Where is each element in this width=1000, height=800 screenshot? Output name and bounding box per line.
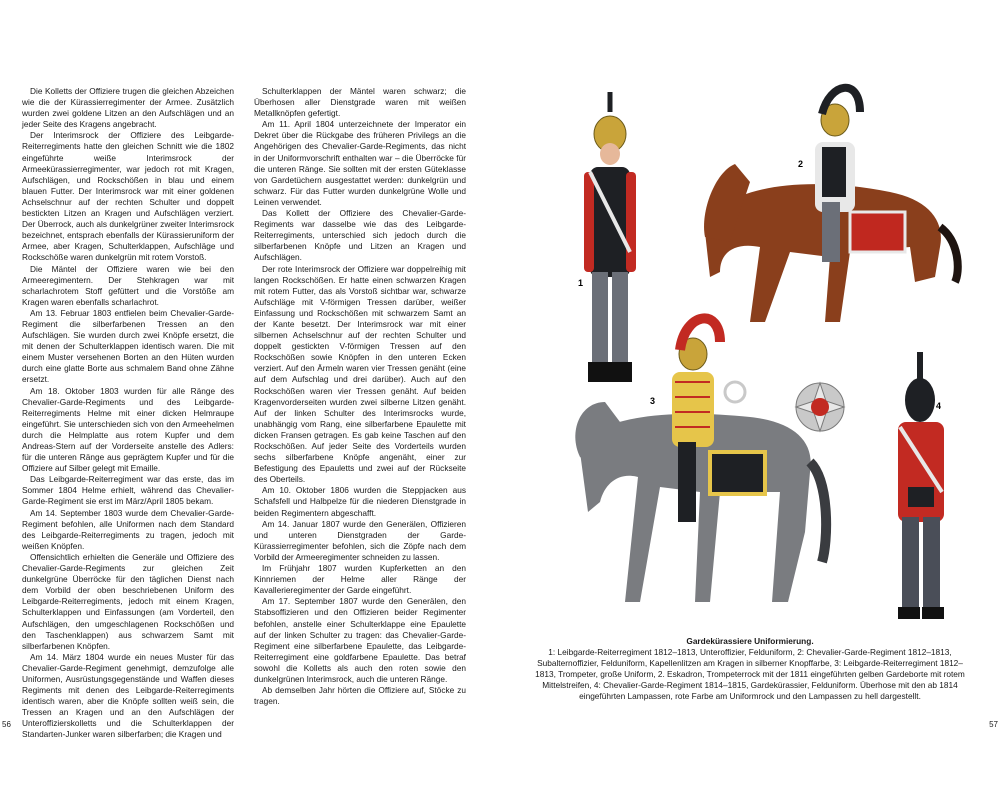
figure-label-3: 3 (650, 396, 656, 406)
paragraph: Der Interimsrock der Offiziere des Leibgarde-Reiterregiments hatte den gleichen Schnitt wie die 1802 eingeführte weiße Interimsrock der Armeekürassierregimenter, war jedoch rot mit Kragen, Aufschlägen, und Rockschößen in blau und einem blauen Futter. Der Interimsrock war mit einer goldenen Achselschnur auf der rechten Schulter und doppelt bestickten Litzen an Kragen und Aufschlägen verziert. Der Überrock, auch als dunkelgrüner zweiter Interimsrock bezeichnet, entsprach ebenfalls der Kürassieruniform der Armee, aber Kragen, Schulterklappen, Aufschläge und Rockschöße waren dunkelgrün mit rotem Vorstoß. (22, 130, 234, 263)
paragraph: Der rote Interimsrock der Offiziere war doppelreihig mit langen Rockschößen. Er hatte einen schwarzen Kragen mit rotem Futter, das als Vorstoß sichtbar war, schwarze Aufschläge mit V-förmigen Tressen darüber, weißer Einfassung und Rockschößen mit schwarzem Samt an der Kante besetzt. Der Interimsrock war mit einer silbernen Achselschnur auf der rechten Schulter und doppelt gestickten V-förmigen Tressen auf den Rockschößen sowie Knöpfen in den unteren Ecken verziert. Auf den Ärmeln waren vier Tressen genäht (eine auf dem Aufschlag und drei darüber). Auch auf den Rockschößen waren vier Tressen genäht. Auf beiden Kragenvorderseiten wurden zwei silberne Litzen genäht. Auf der linken Schulter des Interimsrocks wurde, unabhängig vom Rang, eine silberfarbene Epaulette mit dicken Fransen getragen. Es gab keine Taschen auf den Rockschößen. Auf jeder Seite des Vorderteils wurden sechs silberfarbene Knöpfe angenäht, einer zur Befestigung des Epauletts und zwei auf der Rückseite des Oberteils. (254, 263, 466, 485)
paragraph: Offensichtlich erhielten die Generäle und Offiziere des Chevalier-Garde-Regiments zur gleichen Zeit dunkelgrüne Überröcke für den täglichen Dienst nach dem Vorbild der oben beschriebenen Uniform des Leibgarde-Reiterregiments, jedoch mit einem Kragen, Schulterklappen und Einfassungen (am Vorderteil, den Aufschlägen, den umgeschlagenen Rockschößen und den Taschenklappen) aus schwarzem Samt mit silberfarbenen Knöpfen. (22, 551, 234, 651)
paragraph: Am 14. März 1804 wurde ein neues Muster für das Chevalier-Garde-Regiment genehmigt, demzufolge alle Uniformen, Ausrüstungsgegenstände und Waffen dieses Regiments mit denen des Leibgarde-Reiterregiments identisch waren, aber die Knöpfe sollten weiß sein, die Tressen an Kragen und an den Aufschlägen der Unteroffizierskolletts und die Schulterklappen der Standarten-Junker waren silberfarben; die Kragen und (22, 651, 234, 740)
paragraph: Am 18. Oktober 1803 wurden für alle Ränge des Chevalier-Garde-Regiments und des Leibgarde-Reiterregiments Helme mit einer dicken Helmraupe eingeführt. Sie unterschieden sich von den Armeehelmen durch die Helmplatte aus rotem Kupfer und dem Andreas-Stern auf der Vorderseite anstelle des Adlers: für die unteren Ränge aus geprägtem Kupfer und für die Offiziere auf Silber gelegt mit Emaille. (22, 385, 234, 474)
paragraph: Am 14. September 1803 wurde dem Chevalier-Garde-Regiment befohlen, alle Uniformen nach dem Standard des Leibgarde-Reiterregiments zu tragen, jedoch mit weißen Knöpfen. (22, 507, 234, 551)
paragraph: Am 13. Februar 1803 entfielen beim Chevalier-Garde-Regiment die silberfarbenen Tressen an den Aufschlägen. Sie wurden durch zwei Knöpfe ersetzt, die mit denen der Schulterklappen identisch waren. Die mit einem Muster versehenen Borten an den Hüten wurden durch eine glatte Borte aus schmalem Band ohne Zähne ersetzt. (22, 307, 234, 385)
text-column-right (254, 86, 466, 707)
paragraph: Die Kolletts der Offiziere trugen die gleichen Abzeichen wie die der Kürassierregimenter der Armee. Zusätzlich wurden zwei goldene Litzen an den Aufschlägen und an jeder Seite des Kragens angebracht. (22, 86, 234, 130)
page-number-left: 56 (2, 720, 11, 729)
text-column-left (22, 86, 234, 741)
figure-label-2: 2 (798, 159, 804, 169)
uniform-illustration-plate (560, 72, 970, 632)
paragraph: Schulterklappen der Mäntel waren schwarz; die Überhosen aller Dienstgrade waren mit weißen Metallknöpfen gefertigt. (254, 86, 466, 119)
page-number-right: 57 (989, 720, 998, 729)
figure-4-standing-cuirassier (898, 352, 944, 619)
paragraph: Am 17. September 1807 wurde den Generälen, den Stabsoffizieren und den Offizieren beider Regimenter befohlen, anstelle einer Schulterklappe eine Epaulette auf der linken Schulter zu tragen: das Chevalier-Garde-Regiment eine silberfarbene Epaulette, das Leibgarde-Reiterregiment eine goldfarbene Epaulette. Das betraf sowohl die Kolletts als auch den roten sowie den dunkelgrünen Interimsrock, auch die unteren Ränge. (254, 596, 466, 684)
figure-label-4: 4 (936, 401, 942, 411)
figure-1-standing-nco (584, 92, 636, 382)
caption-body: 1: Leibgarde-Reiterregiment 1812–1813, Unteroffizier, Felduniform, 2: Chevalier-Garde-Regiment 1812–1813, Subalternoffizier, Felduniform, Kapellenlitzen am Kragen in silberner Knopffarbe, 3: Leibgarde-Reiterregiment 1812–1813, Trompeter, große Uniform, 2. Eskadron, Trompeterrock mit der 1811 eingeführten gelben Gardeborte mit rotem Mittelstreifen, 4: Chevalier-Garde-Regiment 1814–1815, Gardekürassier, Felduniform. Überhose mit den ab 1814 eingeführten Lampassen, rote Farbe am Uniformrock und den Lampassen zu hell dargestellt. (535, 647, 965, 701)
caption-title: Gardekürassiere Uniformierung. (686, 636, 814, 646)
paragraph: Das Kollett der Offiziere des Chevalier-Garde-Regiments war dasselbe wie das des Leibgarde-Reiterregiments, unterschied sich jedoch durch die silberfarbenen Knöpfe und Litzen an Kragen und Aufschlägen. (254, 208, 466, 263)
paragraph: Am 10. Oktober 1806 wurden die Steppjacken aus Schafsfell und Halbpelze für die niederen Dienstgrade in beiden Regimentern abgeschafft. (254, 485, 466, 518)
paragraph: Am 14. Januar 1807 wurde den Generälen, Offizieren und unteren Dienstgraden der Garde-Kürassierregimenter befohlen, sich die Zöpfe nach dem Vorbild der Armeeregimenter schneiden zu lassen. (254, 518, 466, 562)
figure-label-1: 1 (578, 278, 584, 288)
paragraph: Die Mäntel der Offiziere waren wie bei den Armeeregimentern. Der Stehkragen war mit scharlachrotem Stoff gefüttert und die Vorstöße am Kragen waren ebenfalls scharlachrot. (22, 263, 234, 307)
paragraph: Das Leibgarde-Reiterregiment war das erste, das im Sommer 1804 Helme erhielt, während das Chevalier-Garde-Regiment sie erst im März/April 1805 bekam. (22, 474, 234, 507)
paragraph: Ab demselben Jahr hörten die Offiziere auf, Stöcke zu tragen. (254, 685, 466, 707)
order-star-emblem (796, 383, 844, 431)
figure-2-mounted-officer (704, 88, 958, 322)
figure-caption (530, 636, 970, 702)
paragraph: Am 11. April 1804 unterzeichnete der Imperator ein Dekret über die Rückgabe des früheren Privilegs an die Angehörigen des Chevalier-Garde-Regiments, das nicht in der Uniformvorschrift enthalten war – die Überröcke für die unteren Ränge. Sie sollten mit der ersten Güteklasse von Gardetüchern ausgestattet werden: dunkelgrün und schwarz. Für das Futter wurden dunkelgrüne Wolle und Leinen verwendet. (254, 119, 466, 207)
paragraph: Im Frühjahr 1807 wurden Kupferketten an den Kinnriemen der Helme aller Ränge der Kavallerieregimenter der Garde eingeführt. (254, 563, 466, 596)
